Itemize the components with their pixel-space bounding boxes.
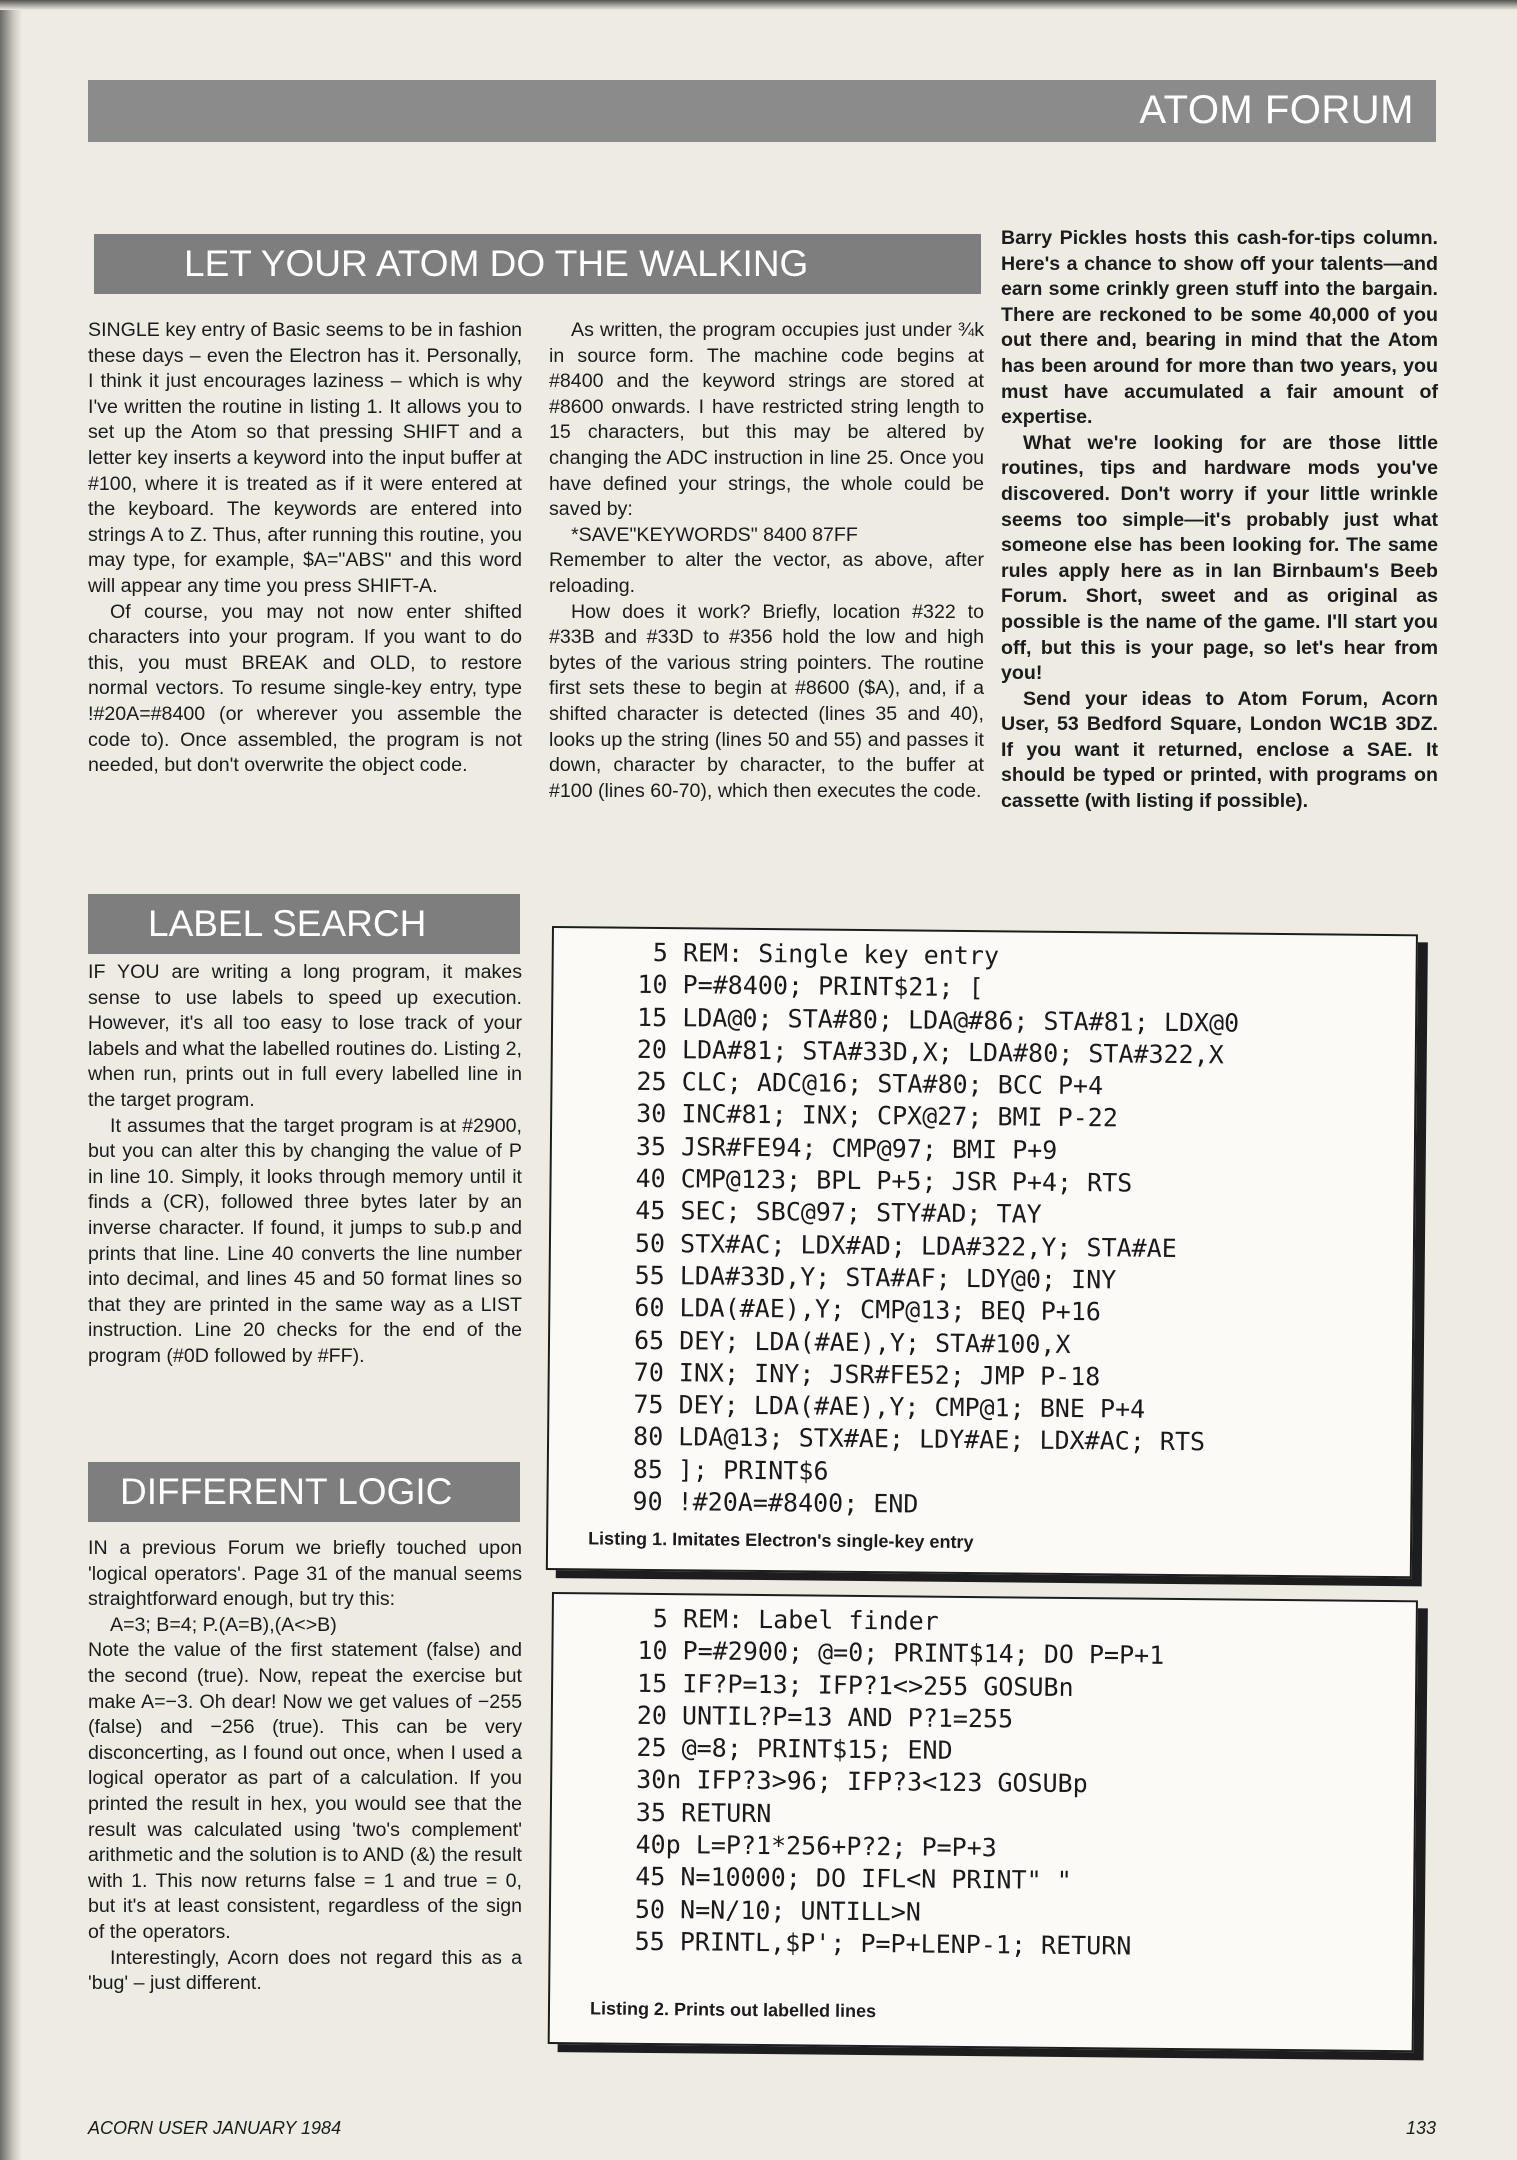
article-paragraph: SINGLE key entry of Basic seems to be in fashion these days – even the Electron has it. Personally, I think it just encourages laziness – which is why I've written the routine in listing 1. It allows you to set up the Atom so that pressing SHIFT and a letter key inserts a keyword into the input buffer at #100, where it is treated as if it were entered at the keyboard. The keywords are entered into strings A to Z. Thus, after running this routine, you may type, for example, $A="ABS" and this word will appear any time you press SHIFT-A. [88, 319, 522, 597]
article-paragraph: IN a previous Forum we briefly touched upon 'logical operators'. Page 31 of the manual seems straightforward enough, but try this: [88, 1537, 522, 1611]
sidebar-paragraph: What we're looking for are those little routines, tips and hardware mods you've discovered. Don't worry if your little wrinkle seems too simple—it's probably just what someone else has been looking for. The same rules apply here as in Ian Birnbaum's Beeb Forum. Short, sweet and as original as possible is the name of the game. I'll start you off, but this is your page, so let's hear from you! [1001, 431, 1438, 685]
page-gutter-shadow [0, 0, 22, 2160]
listing-1-caption: Listing 1. Imitates Electron's single-key entry [588, 1528, 974, 1553]
article-paragraph: Of course, you may not now enter shifted characters into your program. If you want to do this, you must BREAK and OLD, to restore normal vectors. To resume single-key entry, type !#20A=#8400 (or wherever you assemble the code to). Once assembled, the program is not needed, but don't overwrite the object code. [88, 600, 522, 777]
code-line: 10 P=#8400; PRINT$21; [ [637, 970, 984, 1003]
article-paragraph: It assumes that the target program is at #2900, but you can alter this by changing the value of P in line 10. Simply, it looks through memory until it finds a (CR), followed three bytes later by an inverse character. If found, it jumps to sub.p and prints that line. Line 40 converts the line number into decimal, and lines 45 and 50 format lines so that they are printed in the same way as a LIST instruction. Line 20 checks for the end of the program (#0D followed by #FF). [88, 1114, 522, 1367]
column-intro-sidebar [1001, 226, 1438, 815]
heading-text: LET YOUR ATOM DO THE WALKING [184, 243, 809, 284]
code-line: 90 !#20A=#8400; END [632, 1486, 919, 1519]
article-paragraph: Note the value of the first statement (false) and the second (true). Now, repeat the exercise but make A=−3. Oh dear! Now we get values of −255 (false) and −256 (true). This can be very disconcerting, as I found out once, when I used a logical operator as part of a calculation. If you printed the result in hex, you would see that the result was calculated using 'two's complement' arithmetic and the solution is to AND (&) the result with 1. This now returns false = 1 and true = 0, but it's at least consistent, regardless of the sign of the operators. [88, 1639, 522, 1943]
code-line: 75 DEY; LDA(#AE),Y; CMP@1; BNE P+4 [633, 1389, 1146, 1424]
code-line: 15 LDA@0; STA#80; LDA@#86; STA#81; LDX@0 [636, 1002, 1240, 1038]
code-line: 5 REM: Single key entry [637, 937, 1000, 971]
code-line: 25 CLC; ADC@16; STA#80; BCC P+4 [636, 1067, 1104, 1101]
article-heading-walking [94, 234, 981, 294]
code-line: 20 UNTIL?P=13 AND P?1=255 [636, 1700, 1014, 1734]
code-line: 50 N=N/10; UNTILL>N [634, 1894, 922, 1927]
code-line: 85 ]; PRINT$6 [632, 1454, 829, 1486]
code-line: 20 LDA#81; STA#33D,X; LDA#80; STA#322,X [636, 1034, 1224, 1070]
code-line: 10 P=#2900; @=0; PRINT$14; DO P=P+1 [637, 1636, 1165, 1671]
code-line: 50 STX#AC; LDX#AD; LDA#322,Y; STA#AE [634, 1228, 1177, 1263]
article-heading-different-logic [88, 1462, 520, 1522]
listing-1-box [546, 926, 1418, 1578]
code-line: 70 INX; INY; JSR#FE52; JMP P-18 [633, 1357, 1101, 1392]
heading-text: DIFFERENT LOGIC [120, 1471, 453, 1512]
section-title: ATOM FORUM [1139, 88, 1414, 132]
listing-1-code [632, 937, 1240, 1524]
code-line: 30 INC#81; INX; CPX@27; BMI P-22 [636, 1099, 1118, 1133]
code-line: 80 LDA@13; STX#AE; LDY#AE; LDX#AC; RTS [632, 1422, 1206, 1457]
article-paragraph: Remember to alter the vector, as above, after reloading. [549, 549, 984, 597]
code-line: 5 REM: Label finder [637, 1603, 939, 1636]
code-line: 25 @=8; PRINT$15; END [636, 1733, 953, 1766]
listing-2-code [634, 1603, 1164, 1963]
article1-middle-column [549, 318, 984, 804]
article-paragraph: Interestingly, Acorn does not regard this as a 'bug' – just different. [88, 1946, 522, 1995]
code-line: 65 DEY; LDA(#AE),Y; STA#100,X [633, 1325, 1071, 1359]
code-line: 15 IF?P=13; IFP?1<>255 GOSUBn [636, 1668, 1074, 1702]
code-line: 45 SEC; SBC@97; STY#AD; TAY [635, 1196, 1042, 1230]
article-paragraph: As written, the program occupies just under ¾k in source form. The machine code begins at #8400 and the keyword strings are stored at #8600 onwards. I have restricted string length to 15 characters, but this may be altered by changing the ADC instruction in line 25. Once you have defined your strings, the whole could be saved by: [549, 319, 984, 521]
inline-code: *SAVE"KEYWORDS" 8400 87FF [571, 523, 858, 546]
code-line: 30n IFP?3>96; IFP?3<123 GOSUBp [636, 1765, 1088, 1799]
page-top-shadow [0, 0, 1517, 10]
code-line: 55 LDA#33D,Y; STA#AF; LDY@0; INY [634, 1260, 1117, 1295]
sidebar-paragraph: Send your ideas to Atom Forum, Acorn User, 53 Bedford Square, London WC1B 3DZ. If you want it returned, enclose a SAE. It should be typed or printed, with programs on cassette (with listing if possible). [1001, 687, 1438, 813]
footer-page-number: 133 [1406, 2118, 1437, 2138]
article-paragraph: How does it work? Briefly, location #322 to #33B and #33D to #356 hold the low and high bytes of the various string pointers. The routine first sets these to begin at #8600 ($A), and, if a shifted character is detected (lines 35 and 40), looks up the string (lines 50 and 55) and passes it down, character by character, to the buffer at #100 (lines 60-70), which then executes the code. [549, 600, 984, 802]
article-heading-label-search [88, 894, 520, 954]
article2-column [88, 960, 522, 1370]
listing-2-box [548, 1592, 1418, 2052]
code-line: 55 PRINTL,$P'; P=P+LENP-1; RETURN [634, 1926, 1132, 1961]
sidebar-paragraph: Barry Pickles hosts this cash-for-tips column. Here's a chance to show off your talents—and earn some crinkly green stuff into the bargain. There are reckoned to be some 40,000 of you out there and, bearing in mind that the Atom has been around for more than two years, you must have accumulated a fair amount of expertise. [1001, 227, 1438, 429]
code-line: 60 LDA(#AE),Y; CMP@13; BEQ P+16 [634, 1293, 1102, 1327]
footer-magazine: ACORN USER JANUARY 1984 [88, 2118, 342, 2138]
article3-column [88, 1536, 522, 1997]
listing-2-caption: Listing 2. Prints out labelled lines [589, 1998, 877, 2022]
code-line: 35 JSR#FE94; CMP@97; BMI P+9 [635, 1131, 1058, 1165]
code-line: 35 RETURN [635, 1797, 772, 1828]
article1-left-column [88, 318, 522, 779]
inline-code: A=3; B=4; P.(A=B),(A<>B) [110, 1613, 337, 1636]
article-paragraph: IF YOU are writing a long program, it makes sense to use labels to speed up execution. However, it's all too easy to lose track of your labels and what the labelled routines do. Listing 2, when run, prints out in full every labelled line in the target program. [88, 961, 522, 1111]
code-line: 40p L=P?1*256+P?2; P=P+3 [635, 1829, 997, 1863]
code-line: 40 CMP@123; BPL P+5; JSR P+4; RTS [635, 1163, 1133, 1198]
code-line: 45 N=10000; DO IFL<N PRINT" " [635, 1862, 1072, 1896]
heading-text: LABEL SEARCH [148, 903, 427, 944]
section-banner [88, 80, 1436, 142]
